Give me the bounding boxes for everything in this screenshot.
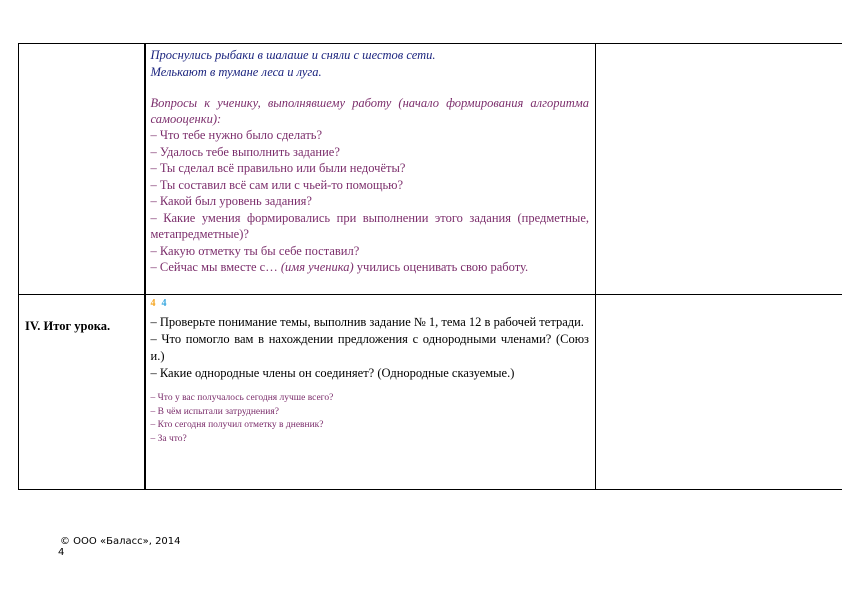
question-item: – Удалось тебе выполнить задание? (150, 144, 340, 159)
stage-title: IV. Итог урока. (19, 295, 145, 490)
questions-heading: Вопросы к ученику, выполнявшему работу (начало формирования алгоритма самооценки): (150, 96, 589, 126)
last-question-start: – Сейчас мы вместе с… (150, 260, 281, 274)
student-name-placeholder: (имя ученика) (280, 260, 354, 274)
question-item: – Ты составил всё сам или с чьей-то помощью? (150, 177, 404, 192)
lesson-table (18, 43, 842, 490)
task-item: – Проверьте понимание темы, выполнив задание № 1, тема 12 в рабочей тетради. (150, 315, 584, 329)
question-item: – Что тебе нужно было сделать? (150, 128, 323, 142)
poem-line-2: Мелькают в тумане леса и луга. (150, 65, 322, 79)
question-item: – Какую отметку ты бы себе поставил? (150, 243, 360, 258)
question-item-last (151, 259, 590, 276)
reflection-questions (151, 392, 590, 446)
mark-orange: 4 (150, 298, 156, 309)
reflection-item: – В чём испытали затруднения? (150, 406, 279, 417)
reflection-item: – За что? (150, 433, 187, 444)
reflection-item: – Что у вас получалось сегодня лучше всего? (150, 393, 334, 403)
questions-list (151, 127, 590, 276)
page-number: 4 (58, 547, 65, 558)
content-cell (145, 295, 596, 490)
stage-cell-empty (19, 44, 145, 295)
question-item: – Какие умения формировались при выполнении этого задания (предметные, метапредметные)? (150, 210, 589, 241)
table-row (19, 295, 842, 490)
poem-line-1: Проснулись рыбаки в шалаше и сняли с шестов сети. (150, 48, 436, 62)
table-row (19, 44, 842, 295)
reflection-item: – Кто сегодня получил отметку в дневник? (150, 420, 324, 430)
notes-cell (596, 295, 842, 490)
copyright: © ООО «Баласс», 2014 (60, 536, 181, 547)
task-item: – Какие однородные члены он соединяет? (Однородные сказуемые.) (150, 366, 515, 380)
mark-blue: 4 (161, 298, 167, 309)
notes-cell (596, 44, 842, 295)
question-item: – Какой был уровень задания? (150, 194, 312, 208)
level-marks (151, 298, 590, 310)
last-question-end: учились оценивать свою работу. (353, 260, 529, 274)
task-item: – Что помогло вам в нахождении предложения с однородными членами? (Союз и.) (150, 332, 589, 363)
poem (151, 47, 590, 81)
question-item: – Ты сделал всё правильно или были недочёты? (150, 161, 406, 175)
task-list (151, 314, 590, 382)
content-cell (145, 44, 596, 295)
